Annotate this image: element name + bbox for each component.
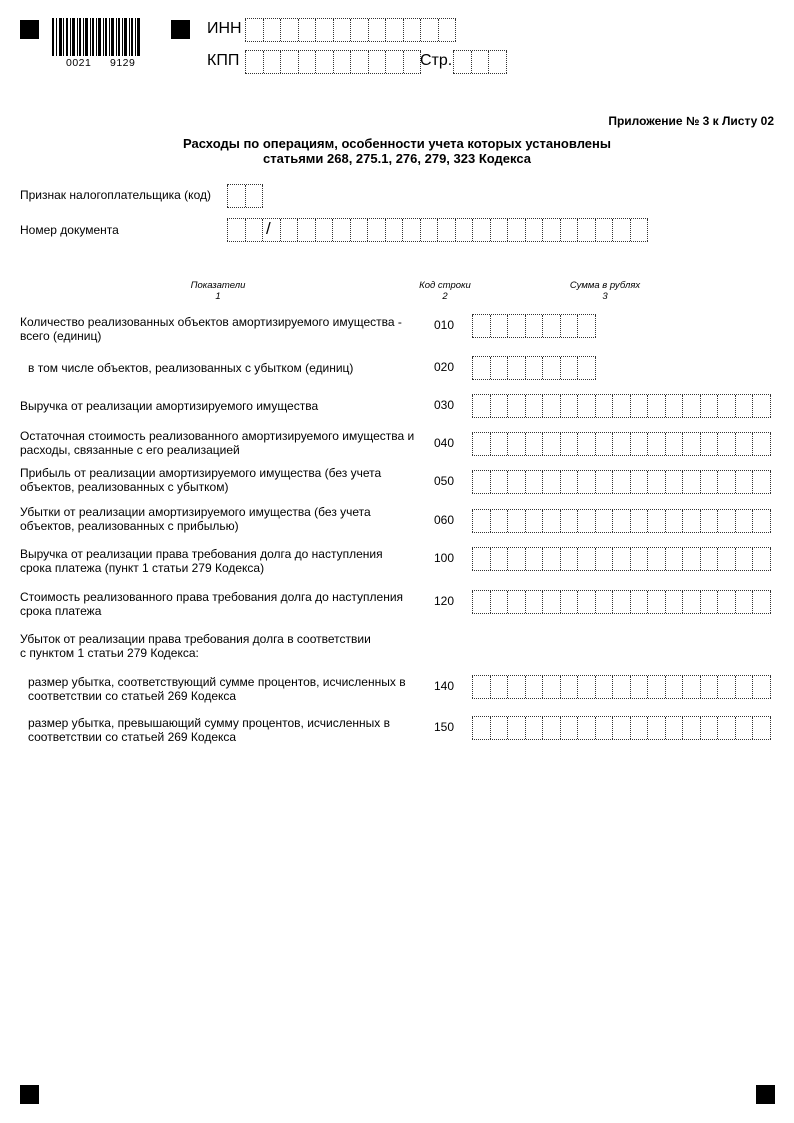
appendix-note: Приложение № 3 к Листу 02 — [608, 114, 774, 128]
row-code: 030 — [433, 398, 455, 412]
column-header-line-code — [405, 280, 485, 302]
row-code: 120 — [433, 594, 455, 608]
column-header-amount-title: Сумма в рублях — [569, 280, 641, 291]
inn-field[interactable] — [245, 18, 456, 42]
page-label: Стр. — [420, 52, 453, 69]
table-row-label: Стоимость реализованного права требования долга до наступления срока платежа — [20, 590, 404, 618]
amount-field-140[interactable] — [472, 675, 771, 699]
corner-marker-top-center — [171, 20, 190, 39]
row-code: 020 — [433, 360, 455, 374]
column-header-amount — [545, 280, 665, 302]
table-row-label: Выручка от реализации права требования долга до наступления срока платежа (пункт 1 статьи 279 Кодекса) — [20, 547, 383, 575]
form-title-line-2: статьями 268, 275.1, 276, 279, 323 Кодекса — [263, 151, 531, 166]
corner-marker-bottom-left — [20, 1085, 39, 1104]
table-row-label: размер убытка, соответствующий сумме процентов, исчисленных в соответствии со статьей 269 Кодекса — [28, 675, 406, 703]
table-row-label: Остаточная стоимость реализованного амортизируемого имущества и расходы, связанные с его реализацией — [20, 429, 415, 457]
table-row-label: размер убытка, превышающий сумму процентов, исчисленных в соответствии со статьей 269 Кодекса — [28, 716, 390, 744]
column-header-indicators-title: Показатели — [190, 280, 246, 291]
barcode-number-left: 0021 — [66, 57, 92, 69]
column-header-indicators-num: 1 — [215, 291, 221, 302]
taxpayer-sign-field[interactable] — [227, 184, 263, 208]
inn-label: ИНН — [207, 20, 242, 37]
table-row-label: в том числе объектов, реализованных с убытком (единиц) — [28, 361, 354, 375]
form-title-line-1: Расходы по операциям, особенности учета которых установлены — [183, 136, 611, 151]
kpp-label: КПП — [207, 52, 240, 69]
column-header-line-code-title: Код строки — [419, 280, 471, 291]
table-row-label: Количество реализованных объектов амортизируемого имущества - всего (единиц) — [20, 315, 402, 343]
page-number-field[interactable] — [453, 50, 507, 74]
table-row-label: Убытки от реализации амортизируемого имущества (без учета объектов, реализованных с прибылью) — [20, 505, 371, 533]
amount-field-060[interactable] — [472, 509, 771, 533]
row-code: 060 — [433, 513, 455, 527]
document-number-label: Номер документа — [20, 223, 119, 237]
amount-field-030[interactable] — [472, 394, 771, 418]
document-number-separator: / — [266, 219, 271, 238]
column-header-indicators — [168, 280, 268, 302]
taxpayer-sign-label: Признак налогоплательщика (код) — [20, 188, 211, 202]
barcode-number-right: 9129 — [110, 57, 136, 69]
document-number-field[interactable] — [227, 218, 648, 242]
corner-marker-bottom-right — [756, 1085, 775, 1104]
amount-field-150[interactable] — [472, 716, 771, 740]
table-section-label: Убыток от реализации права требования долга в соответствии с пунктом 1 статьи 279 Кодекса: — [20, 632, 371, 660]
corner-marker-top-left — [20, 20, 39, 39]
row-code: 050 — [433, 474, 455, 488]
form-title — [100, 136, 694, 166]
kpp-field[interactable] — [245, 50, 421, 74]
table-row-label: Прибыль от реализации амортизируемого имущества (без учета объектов, реализованных с убытком) — [20, 466, 382, 494]
barcode — [52, 18, 142, 56]
amount-field-010[interactable] — [472, 314, 596, 338]
amount-field-040[interactable] — [472, 432, 771, 456]
table-row-label: Выручка от реализации амортизируемого имущества — [20, 399, 319, 413]
amount-field-100[interactable] — [472, 547, 771, 571]
row-code: 010 — [433, 318, 455, 332]
row-code: 140 — [433, 679, 455, 693]
amount-field-120[interactable] — [472, 590, 771, 614]
column-header-amount-num: 3 — [602, 291, 608, 302]
amount-field-050[interactable] — [472, 470, 771, 494]
row-code: 040 — [433, 436, 455, 450]
row-code: 100 — [433, 551, 455, 565]
amount-field-020[interactable] — [472, 356, 596, 380]
row-code: 150 — [433, 720, 455, 734]
column-header-line-code-num: 2 — [442, 291, 448, 302]
